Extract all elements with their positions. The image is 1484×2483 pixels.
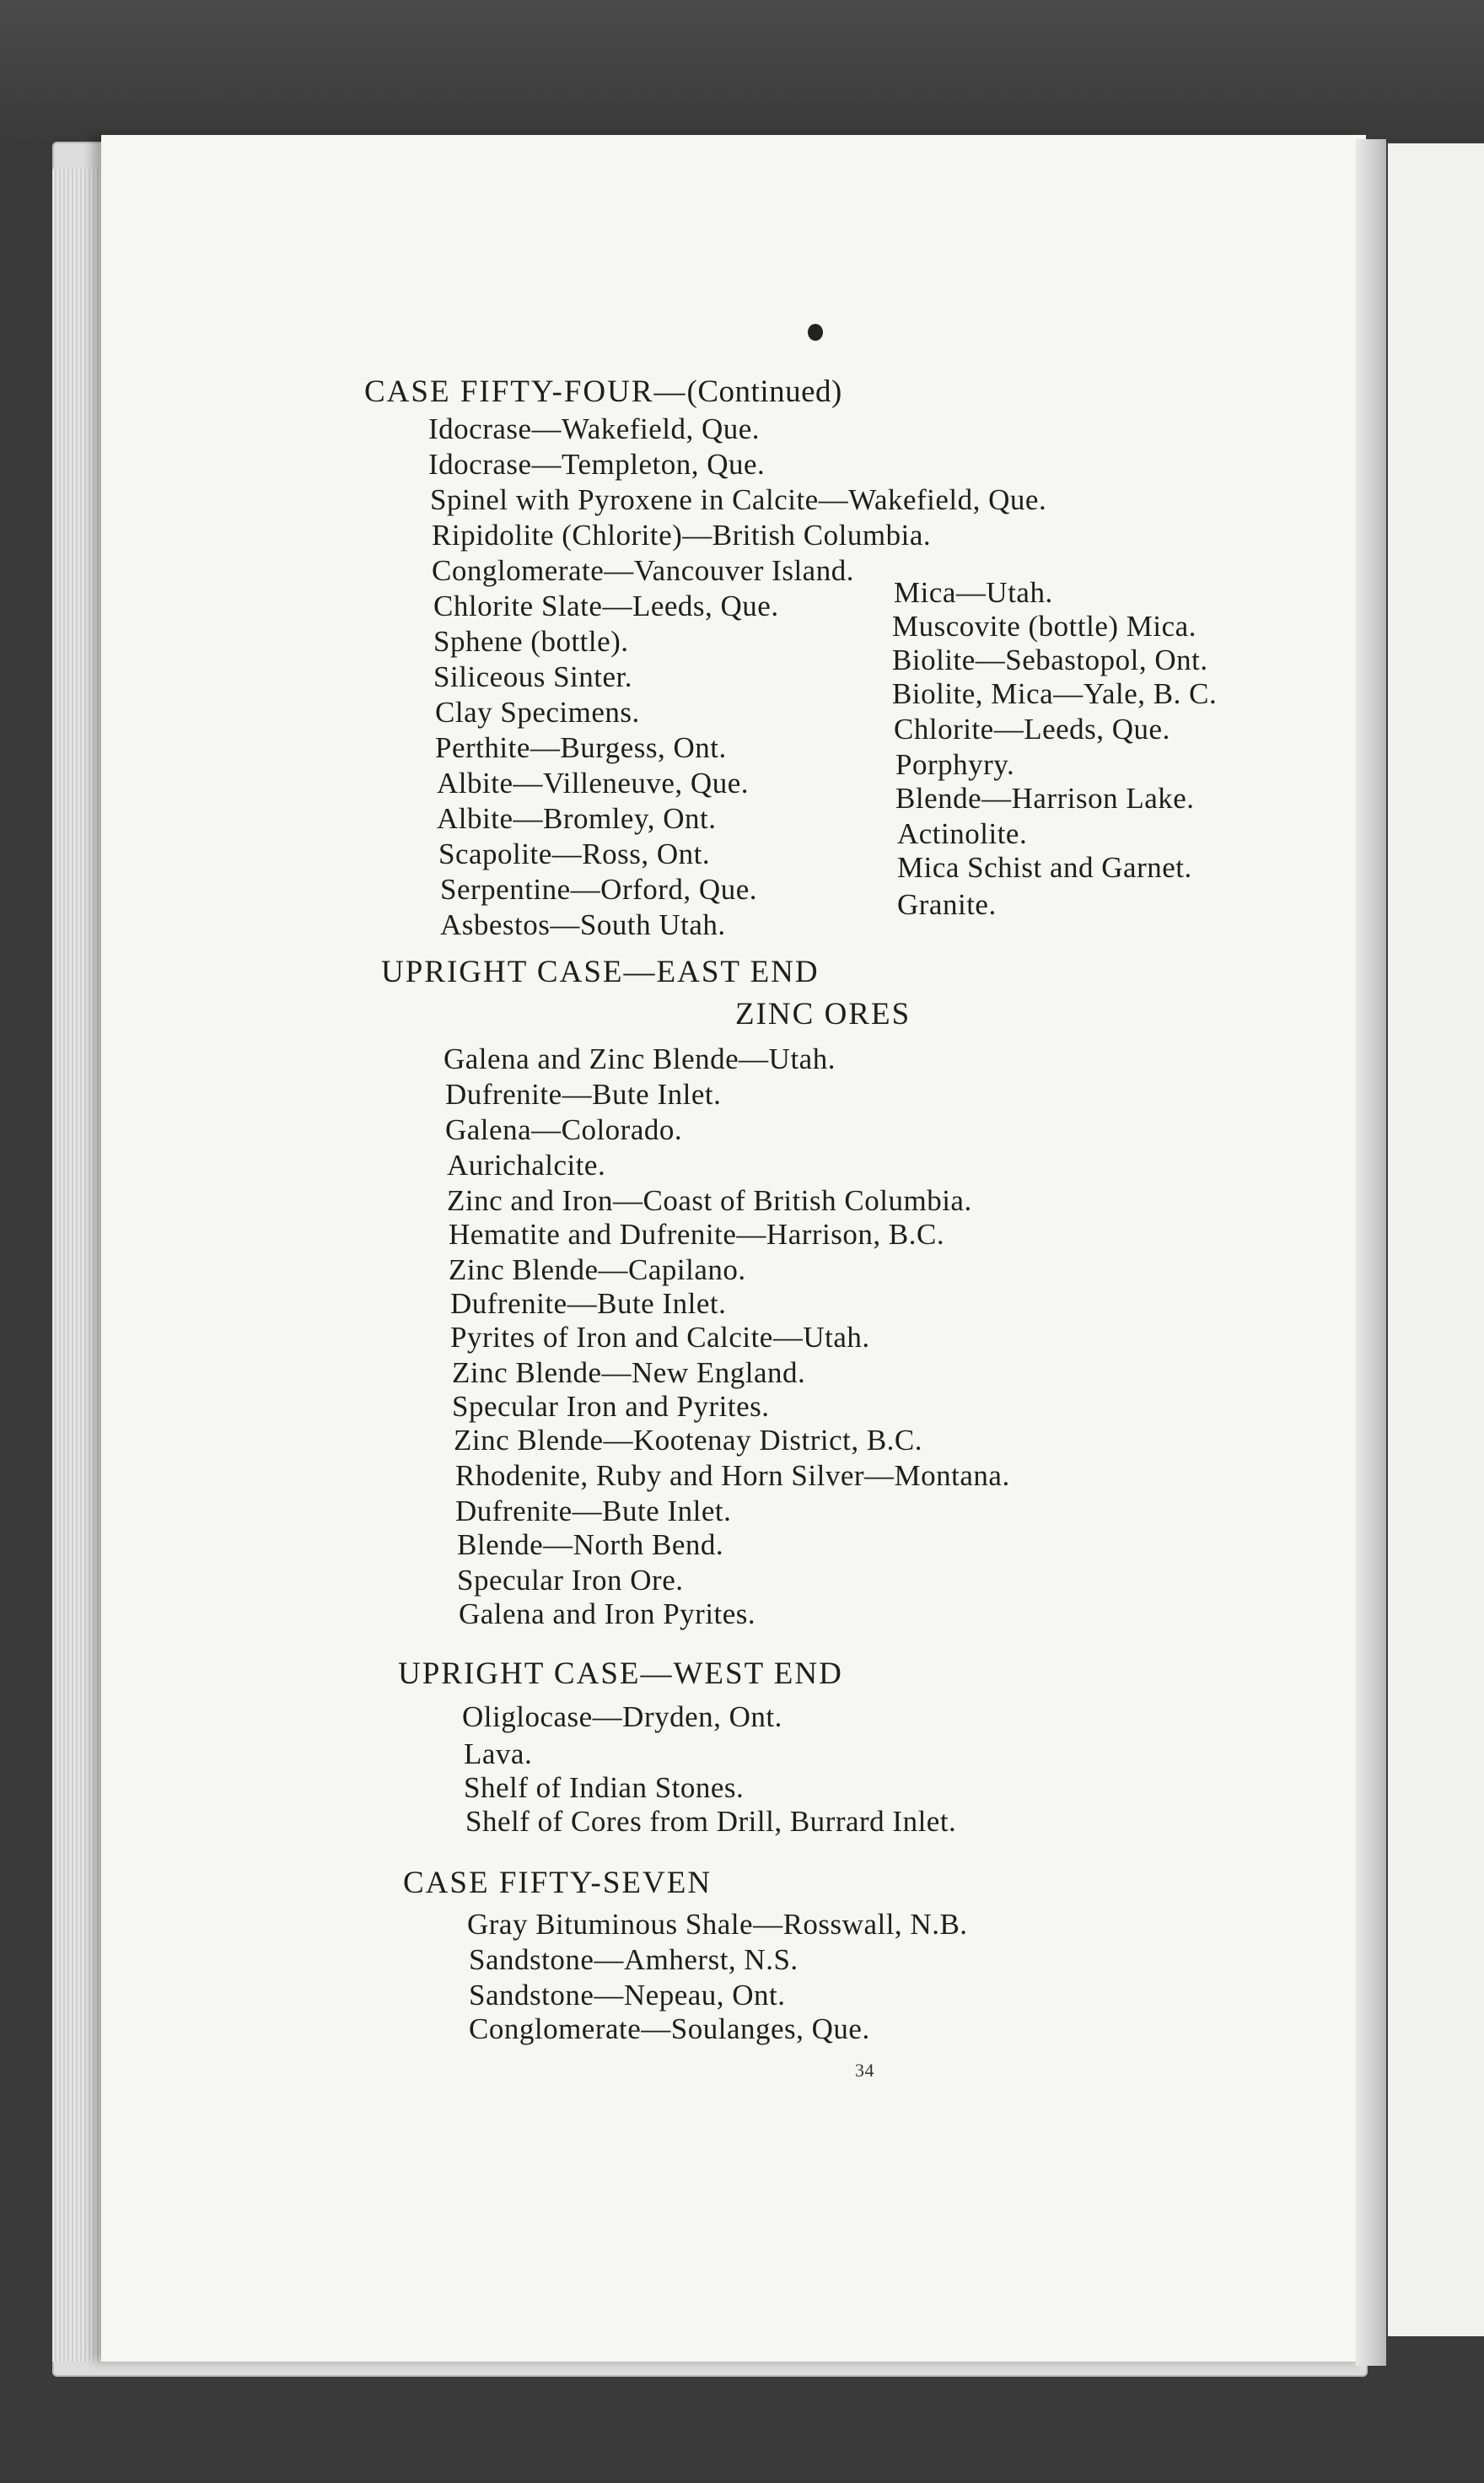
list-item: Dufrenite—Bute Inlet. <box>450 1287 727 1320</box>
list-item-left-column: Perthite—Burgess, Ont. <box>435 731 727 764</box>
list-item: Galena and Zinc Blende—Utah. <box>444 1042 836 1075</box>
list-item: Blende—North Bend. <box>457 1528 724 1561</box>
heading-text: CASE FIFTY-FOUR— <box>364 374 687 409</box>
list-item-right-column: Chlorite—Leeds, Que. <box>894 713 1170 746</box>
list-item: Idocrase—Wakefield, Que. <box>428 412 761 445</box>
heading-note: (Continued) <box>686 374 842 409</box>
page-number: 34 <box>855 2060 874 2081</box>
list-item: Conglomerate—Soulanges, Que. <box>469 2012 870 2045</box>
list-item: Ripidolite (Chlorite)—British Columbia. <box>432 519 932 552</box>
sub-heading-zinc-ores: ZINC ORES <box>735 997 911 1031</box>
list-item-left-column: Chlorite Slate—Leeds, Que. <box>433 590 779 622</box>
list-item-right-column: Actinolite. <box>897 817 1028 850</box>
list-item-right-column: Granite. <box>897 888 997 921</box>
list-item: Gray Bituminous Shale—Rosswall, N.B. <box>467 1908 968 1941</box>
list-item-right-column: Mica—Utah. <box>894 576 1053 609</box>
list-item: Shelf of Indian Stones. <box>464 1771 745 1804</box>
section-heading-case-fifty-seven: CASE FIFTY-SEVEN <box>403 1866 712 1900</box>
list-item-right-column: Mica Schist and Garnet. <box>897 851 1192 884</box>
list-item: Lava. <box>464 1737 533 1770</box>
list-item: Zinc and Iron—Coast of British Columbia. <box>447 1184 972 1217</box>
list-item: Specular Iron Ore. <box>457 1564 684 1597</box>
list-item: Hematite and Dufrenite—Harrison, B.C. <box>449 1218 945 1251</box>
list-item-right-column: Blende—Harrison Lake. <box>895 782 1195 815</box>
list-item-right-column: Porphyry. <box>895 748 1015 781</box>
list-item: Zinc Blende—New England. <box>452 1356 806 1389</box>
list-item-left-column: Scapolite—Ross, Ont. <box>438 838 711 870</box>
list-item: Rhodenite, Ruby and Horn Silver—Montana. <box>455 1459 1010 1492</box>
list-item-left-column: Asbestos—South Utah. <box>440 908 726 941</box>
list-item: Oliglocase—Dryden, Ont. <box>462 1700 782 1733</box>
list-item-right-column: Muscovite (bottle) Mica. <box>892 610 1196 643</box>
list-item-left-column: Serpentine—Orford, Que. <box>440 873 757 906</box>
list-item: Sandstone—Nepeau, Ont. <box>469 1979 786 2012</box>
list-item-right-column: Biolite—Sebastopol, Ont. <box>892 644 1208 676</box>
list-item: Shelf of Cores from Drill, Burrard Inlet. <box>465 1805 957 1838</box>
list-item: Idocrase—Templeton, Que. <box>428 448 766 481</box>
list-item-left-column: Albite—Villeneuve, Que. <box>437 767 749 800</box>
list-item: Sandstone—Amherst, N.S. <box>469 1943 798 1976</box>
section-heading-upright-case-west-end: UPRIGHT CASE—WEST END <box>398 1656 843 1691</box>
list-item: Zinc Blende—Kootenay District, B.C. <box>454 1424 923 1457</box>
section-heading-upright-case-east-end: UPRIGHT CASE—EAST END <box>381 955 820 989</box>
list-item: Dufrenite—Bute Inlet. <box>455 1495 732 1527</box>
list-item-left-column: Albite—Bromley, Ont. <box>437 802 717 835</box>
list-item: Galena—Colorado. <box>445 1113 683 1146</box>
list-item-right-column: Biolite, Mica—Yale, B. C. <box>892 677 1218 710</box>
list-item: Specular Iron and Pyrites. <box>452 1390 770 1423</box>
list-item: Pyrites of Iron and Calcite—Utah. <box>450 1321 870 1354</box>
list-item: Aurichalcite. <box>447 1149 606 1182</box>
list-item-left-column: Clay Specimens. <box>435 696 640 729</box>
list-item: Dufrenite—Bute Inlet. <box>445 1078 722 1111</box>
list-item-left-column: Sphene (bottle). <box>433 625 629 658</box>
list-item: Zinc Blende—Capilano. <box>449 1253 746 1286</box>
list-item-left-column: Siliceous Sinter. <box>433 660 632 693</box>
section-heading-case-fifty-four <box>364 376 842 407</box>
list-item: Conglomerate—Vancouver Island. <box>432 554 854 587</box>
list-item: Spinel with Pyroxene in Calcite—Wakefield, Que. <box>430 483 1047 516</box>
list-item: Galena and Iron Pyrites. <box>459 1597 756 1630</box>
